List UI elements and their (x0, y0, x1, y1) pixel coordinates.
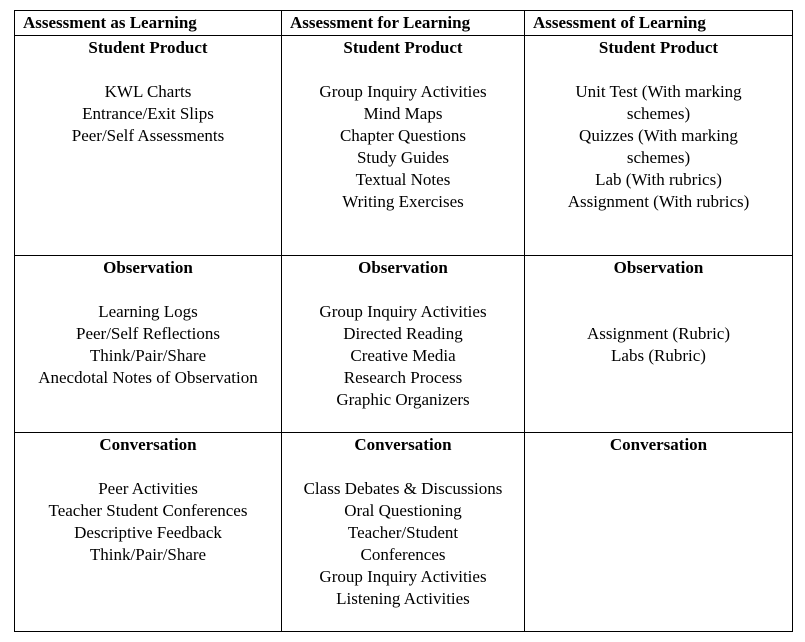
list-item: Graphic Organizers (336, 390, 470, 409)
list-item: Teacher/Student Conferences (347, 523, 459, 564)
list-item: Peer/Self Reflections (76, 324, 220, 343)
header-row (15, 11, 793, 36)
list-item: Quizzes (With marking schemes) (579, 126, 738, 167)
list-item: Research Process (343, 368, 463, 387)
item-list (15, 301, 281, 389)
cell-observation-as (15, 256, 282, 433)
list-item: Anecdotal Notes of Observation (38, 368, 258, 387)
section-title: Conversation (99, 435, 197, 454)
list-item: Mind Maps (363, 104, 443, 123)
list-item: Study Guides (356, 148, 450, 167)
cell-student-product-for (282, 36, 525, 256)
section-title: Observation (103, 258, 193, 277)
list-item: Assignment (With rubrics) (567, 192, 750, 211)
item-list (282, 478, 524, 610)
list-item: Listening Activities (336, 589, 470, 608)
list-item: Group Inquiry Activities (319, 82, 487, 101)
section-title: Student Product (598, 38, 719, 57)
list-item: Descriptive Feedback (74, 523, 222, 542)
list-item: Learning Logs (98, 302, 198, 321)
cell-conversation-of (525, 433, 793, 632)
list-item: Teacher Student Conferences (48, 501, 248, 520)
section-title: Observation (358, 258, 448, 277)
item-list (15, 478, 281, 566)
table-row-student-product (15, 36, 793, 256)
item-list (15, 81, 281, 147)
item-list (282, 301, 524, 411)
header-assessment-as-learning: Assessment as Learning (15, 11, 282, 36)
section-title: Conversation (354, 435, 452, 454)
list-item: Directed Reading (343, 324, 463, 343)
assessment-table (14, 10, 793, 632)
list-item: Chapter Questions (339, 126, 467, 145)
item-list (525, 323, 792, 367)
cell-conversation-as (15, 433, 282, 632)
list-item: Group Inquiry Activities (319, 567, 487, 586)
table-row-conversation (15, 433, 793, 632)
item-list (525, 81, 792, 213)
section-title: Conversation (609, 435, 708, 454)
cell-student-product-of (525, 36, 793, 256)
cell-student-product-as (15, 36, 282, 256)
list-item: Think/Pair/Share (89, 346, 207, 365)
section-title: Student Product (88, 38, 208, 57)
list-item: Labs (Rubric) (611, 346, 706, 365)
header-assessment-for-learning: Assessment for Learning (282, 11, 525, 36)
list-item: Unit Test (With marking schemes) (575, 82, 742, 123)
cell-conversation-for (282, 433, 525, 632)
header-assessment-of-learning: Assessment of Learning (525, 11, 793, 36)
list-item: Assignment (Rubric) (586, 324, 731, 343)
list-item: Textual Notes (355, 170, 451, 189)
section-title: Observation (613, 258, 704, 277)
list-item: Creative Media (350, 346, 456, 365)
cell-observation-for (282, 256, 525, 433)
list-item: Peer/Self Assessments (71, 126, 225, 145)
table-row-observation (15, 256, 793, 433)
list-item: KWL Charts (104, 82, 192, 101)
list-item: Oral Questioning (344, 501, 462, 520)
list-item: Entrance/Exit Slips (82, 104, 214, 123)
list-item: Think/Pair/Share (89, 545, 207, 564)
list-item: Writing Exercises (342, 192, 464, 211)
list-item: Group Inquiry Activities (319, 302, 487, 321)
section-title: Student Product (343, 38, 463, 57)
list-item: Lab (With rubrics) (595, 170, 722, 189)
item-list (282, 81, 524, 213)
cell-observation-of (525, 256, 793, 433)
list-item: Peer Activities (98, 479, 198, 498)
list-item: Class Debates & Discussions (303, 479, 503, 498)
